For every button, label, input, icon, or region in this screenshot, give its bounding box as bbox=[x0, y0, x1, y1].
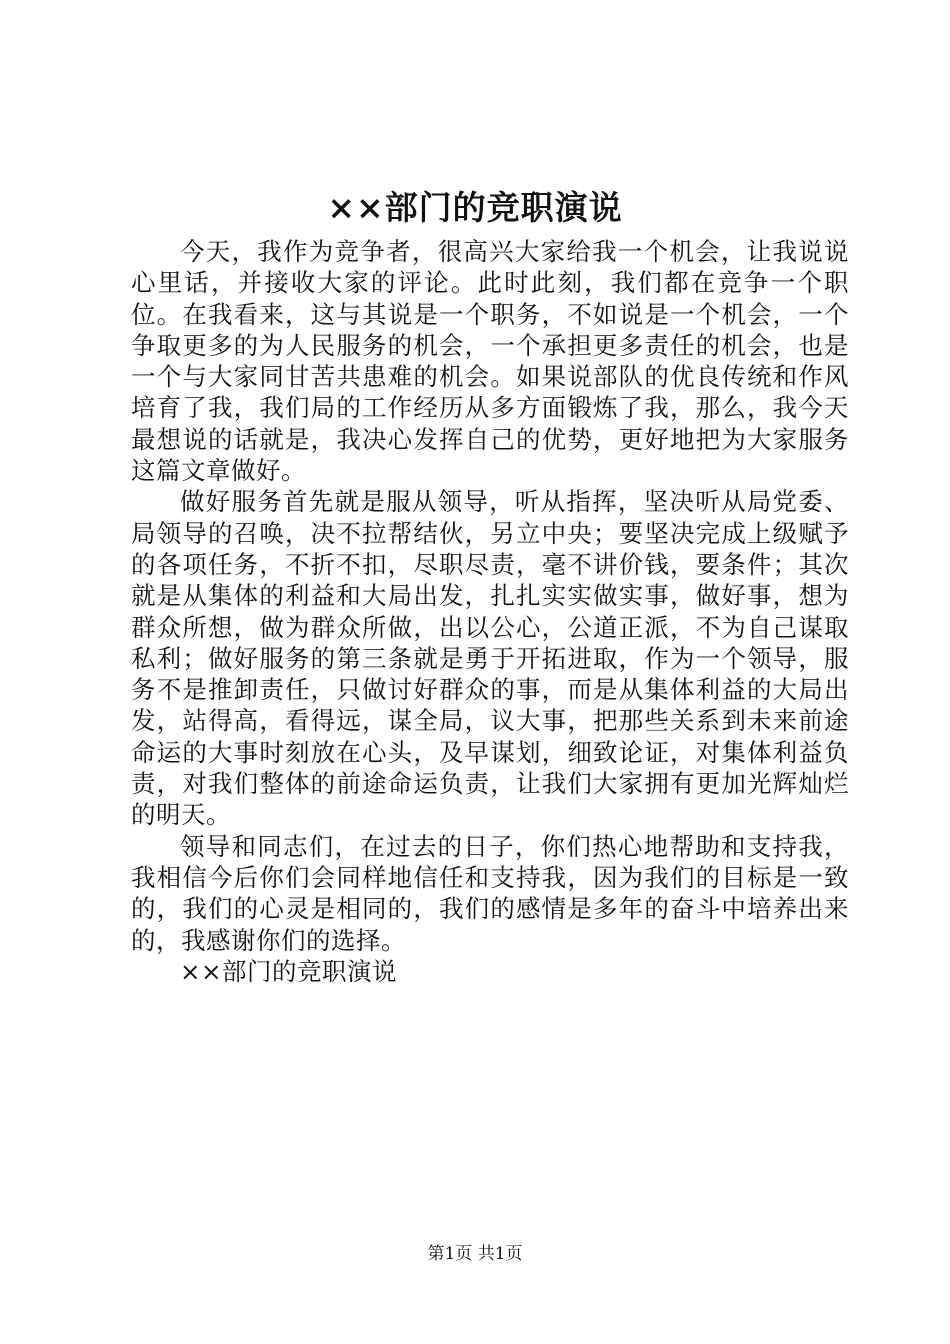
document-title: ××部门的竞职演说 bbox=[327, 188, 623, 227]
paragraph-1: 今天，我作为竞争者，很高兴大家给我一个机会，让我说说心里话，并接收大家的评论。此时此刻，我们都在竞争一个职位。在我看来，这与其说是一个职务，不如说是一个机会，一个争取更多的为人民服务的机会，一个承担更多责任的机会，也是一个与大家同甘苦共患难的机会。如果说部队的优良传统和作风培育了我，我们局的工作经历从多方面锻炼了我，那么，我今天最想说的话就是，我决心发挥自己的优势，更好地把为大家服务这篇文章做好。 bbox=[131, 237, 849, 486]
document-body bbox=[131, 236, 849, 987]
page-footer: 第1页 共1页 bbox=[427, 1244, 523, 1264]
paragraph-2: 做好服务首先就是服从领导，听从指挥，坚决听从局党委、局领导的召唤，决不拉帮结伙，另立中央；要坚决完成上级赋予的各项任务，不折不扣，尽职尽责，毫不讲价钱，要条件；其次就是从集体的利益和大局出发，扎扎实实做实事，做好事，想为群众所想，做为群众所做，出以公心，公道正派，不为自己谋取私利；做好服务的第三条就是勇于开拓进取，作为一个领导，服务不是推卸责任，只做讨好群众的事，而是从集体利益的大局出发，站得高，看得远，谋全局，议大事，把那些关系到未来前途命运的大事时刻放在心头，及早谋划，细致论证，对集体利益负责，对我们整体的前途命运负责，让我们大家拥有更加光辉灿烂的明天。 bbox=[131, 487, 849, 830]
paragraph-3: 领导和同志们，在过去的日子，你们热心地帮助和支持我，我相信今后你们会同样地信任和支持我，因为我们的目标是一致的，我们的心灵是相同的，我们的感情是多年的奋斗中培养出来的，我感谢你们的选择。 bbox=[131, 831, 849, 955]
closing-title-line: ××部门的竞职演说 bbox=[180, 956, 398, 986]
